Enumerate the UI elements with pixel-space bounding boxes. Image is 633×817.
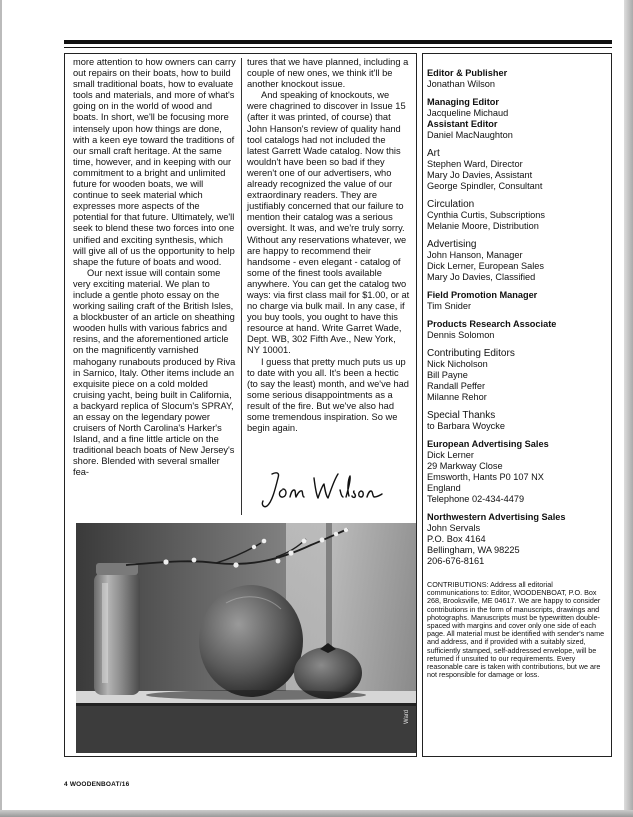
page-edge (0, 0, 2, 817)
masthead-entry: Melanie Moore, Distribution (427, 221, 539, 231)
masthead-entry: Randall Peffer (427, 381, 486, 391)
masthead-group-european-sales (427, 439, 605, 505)
masthead-entry: P.O. Box 4164 (427, 534, 486, 544)
article-column-left (73, 57, 236, 479)
masthead-entry: John Servals (427, 523, 481, 533)
top-rule-thin (64, 47, 612, 48)
masthead-entry: Mary Jo Davies, Classified (427, 272, 536, 282)
masthead-entry: Jonathan Wilson (427, 79, 495, 89)
masthead-entry: Nick Nicholson (427, 359, 488, 369)
masthead-group-contributing (427, 348, 605, 403)
masthead-group-field-promotion (427, 290, 605, 312)
signature (258, 466, 388, 514)
masthead-entry: Daniel MacNaughton (427, 130, 513, 140)
page-shadow-right (624, 0, 633, 817)
masthead-group-products-research (427, 319, 605, 341)
masthead-entry: Bellingham, WA 98225 (427, 545, 520, 555)
masthead-entry: Tim Snider (427, 301, 472, 311)
masthead-entry: England (427, 483, 461, 493)
page-shadow-bottom (0, 810, 633, 817)
page-folio (64, 781, 129, 788)
masthead-entry: Dick Lerner (427, 450, 474, 460)
masthead-heading: Products Research Associate (427, 319, 557, 329)
article-column-right (247, 57, 410, 434)
masthead-entry: Cynthia Curtis, Subscriptions (427, 210, 545, 220)
article-paragraph: tures that we have planned, including a couple of new ones, we think it'll be another knockout issue. (247, 57, 409, 90)
masthead-heading: European Advertising Sales (427, 439, 549, 449)
page-number: 4 (64, 781, 68, 788)
photo-credit: Ward (404, 709, 410, 724)
masthead-heading: Art (427, 148, 440, 159)
masthead-heading: Advertising (427, 239, 477, 250)
contributions-notice: CONTRIBUTIONS: Address all editorial communications to: Editor, WOODENBOAT, P.O. Box 268, Brooksville, ME 04617. We are happy to consider contributions in the form of manuscripts, drawings and photographs. Manuscripts must be typewritten double-spaced with margins and cover only one side of each page. All material must be identified with sender's name and address, and if provided with a suitably sized, sufficiently stamped, self-addressed envelope, will be returned if unsuited to our requirements. Every reasonable care is taken with contributions, but we are not responsible for damage or loss. (427, 580, 605, 680)
masthead-heading: Contributing Editors (427, 348, 515, 359)
masthead-heading: Managing Editor (427, 97, 499, 107)
masthead-entry: Dick Lerner, European Sales (427, 261, 544, 271)
masthead-entry: John Hanson, Manager (427, 250, 523, 260)
masthead-group-art (427, 148, 605, 192)
masthead-heading: Editor & Publisher (427, 68, 508, 78)
masthead-entry: Milanne Rehor (427, 392, 487, 402)
masthead-entry: Bill Payne (427, 370, 468, 380)
masthead-entry: Dennis Solomon (427, 330, 495, 340)
masthead-group-advertising (427, 239, 605, 283)
top-rule-thick (64, 40, 612, 44)
masthead-heading: Special Thanks (427, 410, 496, 421)
masthead-entry: 206-676-8161 (427, 556, 485, 566)
masthead-entry: George Spindler, Consultant (427, 181, 543, 191)
masthead-entry: Telephone 02-434-4479 (427, 494, 525, 504)
masthead-group-circulation (427, 199, 605, 232)
column-divider (241, 58, 242, 515)
masthead-group-managing (427, 97, 605, 141)
masthead-group-northwestern-sales (427, 512, 605, 567)
masthead (427, 68, 605, 679)
photo-image (76, 523, 416, 753)
masthead-entry: Emsworth, Hants P0 107 NX (427, 472, 544, 482)
masthead-heading: Assistant Editor (427, 119, 498, 129)
article-paragraph: I guess that pretty much puts us up to date with you all. It's been a hectic (to say the least) month, and we've had some serious disappointments as a result of the fire. But we've also had some tremendous inspiration. So we begin again. (247, 356, 409, 434)
masthead-heading: Circulation (427, 199, 475, 210)
masthead-entry: Jacqueline Michaud (427, 108, 509, 118)
masthead-entry: Mary Jo Davies, Assistant (427, 170, 533, 180)
masthead-entry: Stephen Ward, Director (427, 159, 523, 169)
masthead-entry: 29 Markway Close (427, 461, 503, 471)
masthead-group-editor (427, 68, 605, 90)
masthead-heading: Northwestern Advertising Sales (427, 512, 566, 522)
masthead-heading: Field Promotion Manager (427, 290, 538, 300)
magazine-issue: WOODENBOAT/16 (69, 781, 130, 788)
masthead-group-thanks (427, 410, 605, 432)
masthead-entry: to Barbara Woycke (427, 421, 505, 431)
article-paragraph: And speaking of knockouts, we were chagrined to discover in Issue 15 (after it was printed, of course) that John Hanson's review of quality hand tool catalogs had not included the latest Garrett Wade catalog. Now this wouldn't have been so bad if they weren't one of our advertisers, who already recognized the value of our extraordinary readers. They are justifiably concerned that our failure to mention their catalog was a serious oversight. It was, and we're truly sorry. Without any reservations whatever, we are happy to recommend their handsome - even elegant - catalog of some of the finest tools available anywhere. You can get the catalog two ways: via first class mail for $1.00, or at no charge via bulk mail. In any case, if you buy tools, you ought to have this resource at hand. Write Garret Wade, Dept. WB, 302 Fifth Ave., New York, NY 10001. (247, 90, 410, 356)
article-paragraph: Our next issue will contain some very exciting material. We plan to include a gentle photo essay on the working sailing craft of the British Isles, a blockbuster of an article on sheathing wooden hulls with various fabrics and resins, and the aforementioned article on the magnificently varnished mahogany runabouts produced by Riva in Sarnico, Italy. Other items include an exquisite piece on a cold molded cruising yacht, being built in California, a backyard replica of Slocum's SPRAY, an essay on the legendary power cruisers of North Carolina's Harker's Island, and a fine little article on the traditional beach boats of New Jersey's shore. Blended with several smaller fea- (73, 267, 236, 478)
article-paragraph: more attention to how owners can carry out repairs on their boats, how to build small traditional boats, how to evaluate tools and materials, and more of what's going on in the world of wood and boats. In short, we'll be focusing more intensely upon how things are done, with a keen eye toward the traditions of our small craft heritage. At the same time, however, and in keeping with our commitment to a bright and unlimited future for wooden boats, we will continue to seek material which expresses more aspects of the potential for that future. Ultimately, we'll seek to blend these two forces into one unified and exciting synthesis, which will give all of us the opportunity to help shape the future of boats and wood. (73, 57, 236, 267)
still-life-photo (76, 523, 416, 753)
